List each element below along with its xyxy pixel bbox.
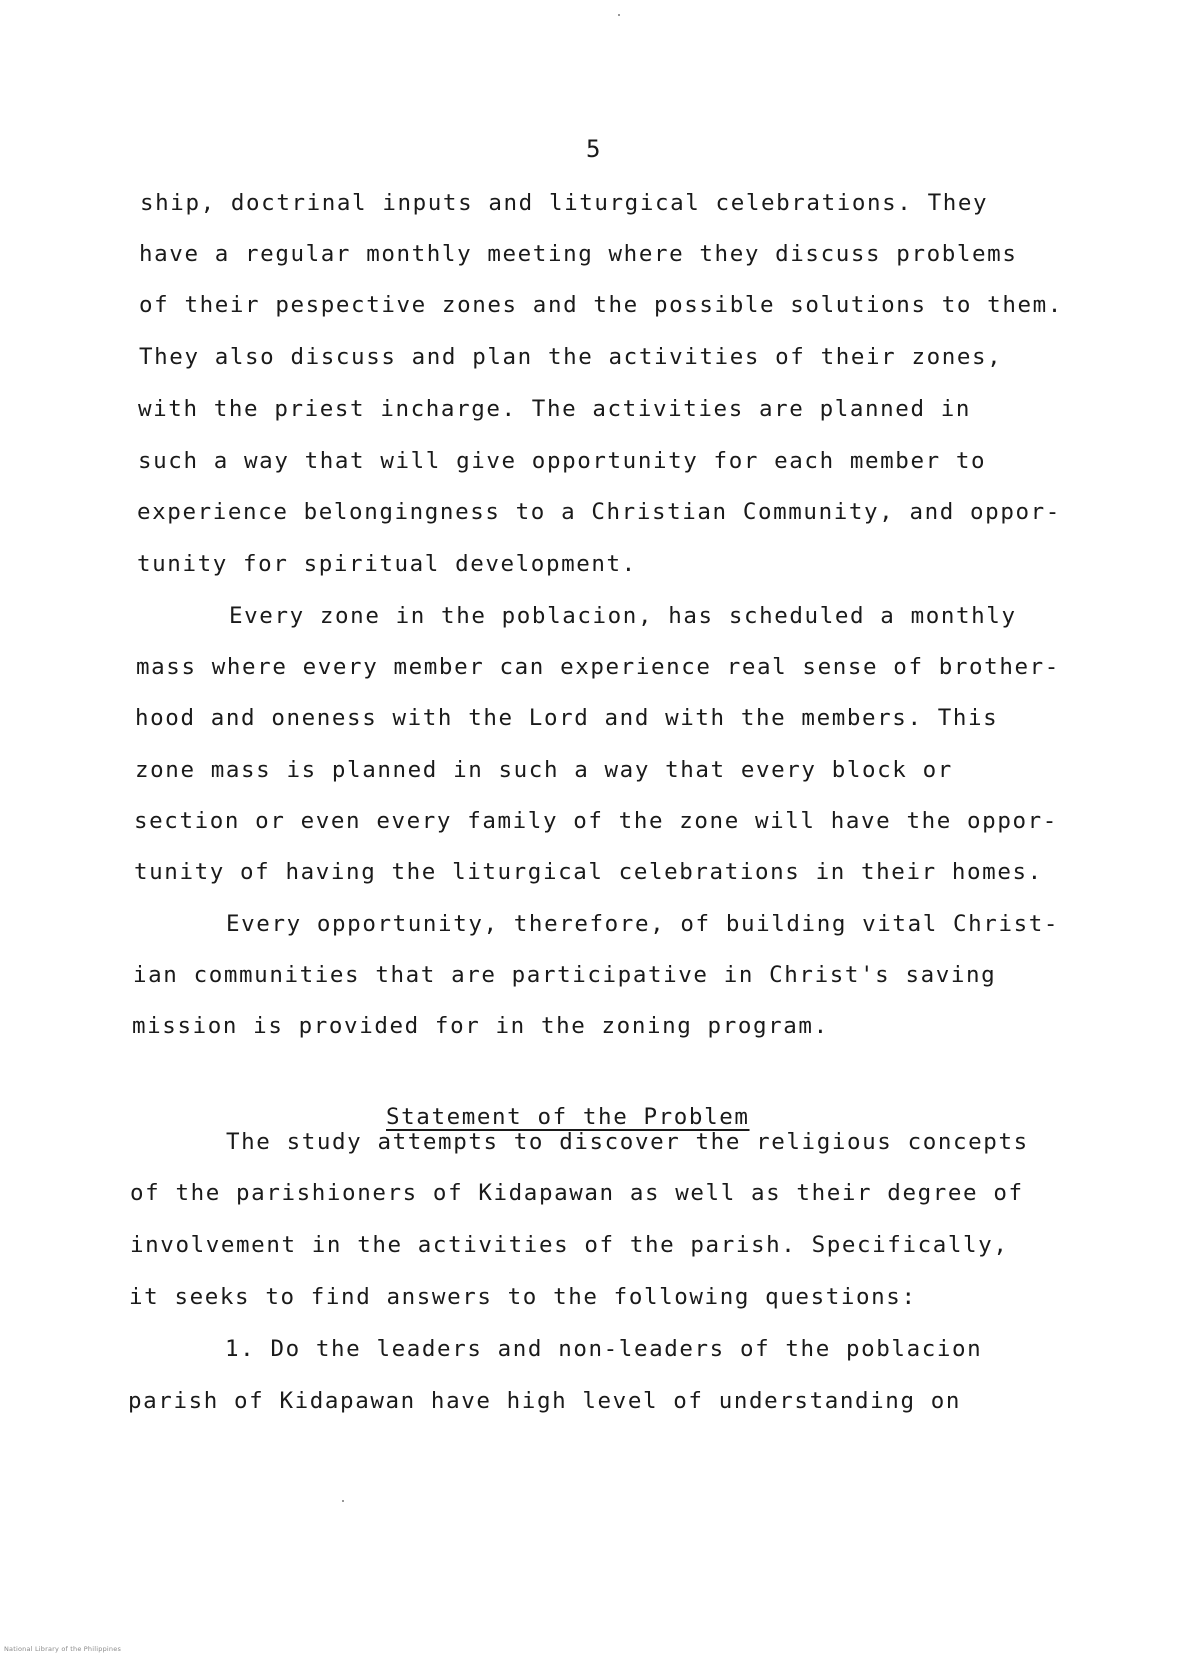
paragraph-line: mission is provided for in the zoning program. [132, 1013, 829, 1039]
paragraph-line: zone mass is planned in such a way that every block or [135, 757, 953, 783]
paragraph-line: experience belongingness to a Christian Community, and oppor- [137, 499, 1061, 525]
paragraph-line: They also discuss and plan the activities of their zones, [139, 344, 1003, 370]
paragraph-line: Every zone in the poblacion, has scheduled a monthly [229, 603, 1017, 629]
scan-footer: National Library of the Philippines [4, 1645, 122, 1653]
page-number: 5 [586, 135, 602, 163]
paragraph-line: involvement in the activities of the parish. Specifically, [130, 1232, 1009, 1258]
paragraph-line: ian communities that are participative in Christ's saving [133, 962, 997, 988]
section-heading: Statement of the Problem [386, 1104, 750, 1130]
paragraph-line: ship, doctrinal inputs and liturgical celebrations. They [140, 190, 989, 216]
scan-speck [618, 14, 620, 16]
scan-speck [342, 1500, 344, 1502]
paragraph-line: such a way that will give opportunity for each member to [138, 448, 987, 474]
paragraph-line: with the priest incharge. The activities are planned in [138, 396, 972, 422]
paragraph-line: tunity for spiritual development. [137, 551, 637, 577]
paragraph-line: mass where every member can experience real sense of brother- [136, 654, 1060, 680]
paragraph-line: Every opportunity, therefore, of building vital Christ- [226, 911, 1060, 937]
question-line: parish of Kidapawan have high level of understanding on [128, 1388, 962, 1414]
question-line: 1. Do the leaders and non-leaders of the poblacion [225, 1336, 983, 1362]
paragraph-line: of the parishioners of Kidapawan as well as their degree of [130, 1180, 1024, 1206]
paragraph-line: section or even every family of the zone will have the oppor- [134, 808, 1058, 834]
paragraph-line: of their pespective zones and the possible solutions to them. [139, 292, 1063, 318]
paragraph-line: The study attempts to discover the religious concepts [226, 1129, 1029, 1155]
paragraph-line: it seeks to find answers to the following questions: [129, 1284, 917, 1310]
paragraph-line: tunity of having the liturgical celebrations in their homes. [134, 859, 1043, 885]
paragraph-line: hood and oneness with the Lord and with the members. This [135, 705, 999, 731]
paragraph-line: have a regular monthly meeting where they discuss problems [139, 241, 1018, 267]
